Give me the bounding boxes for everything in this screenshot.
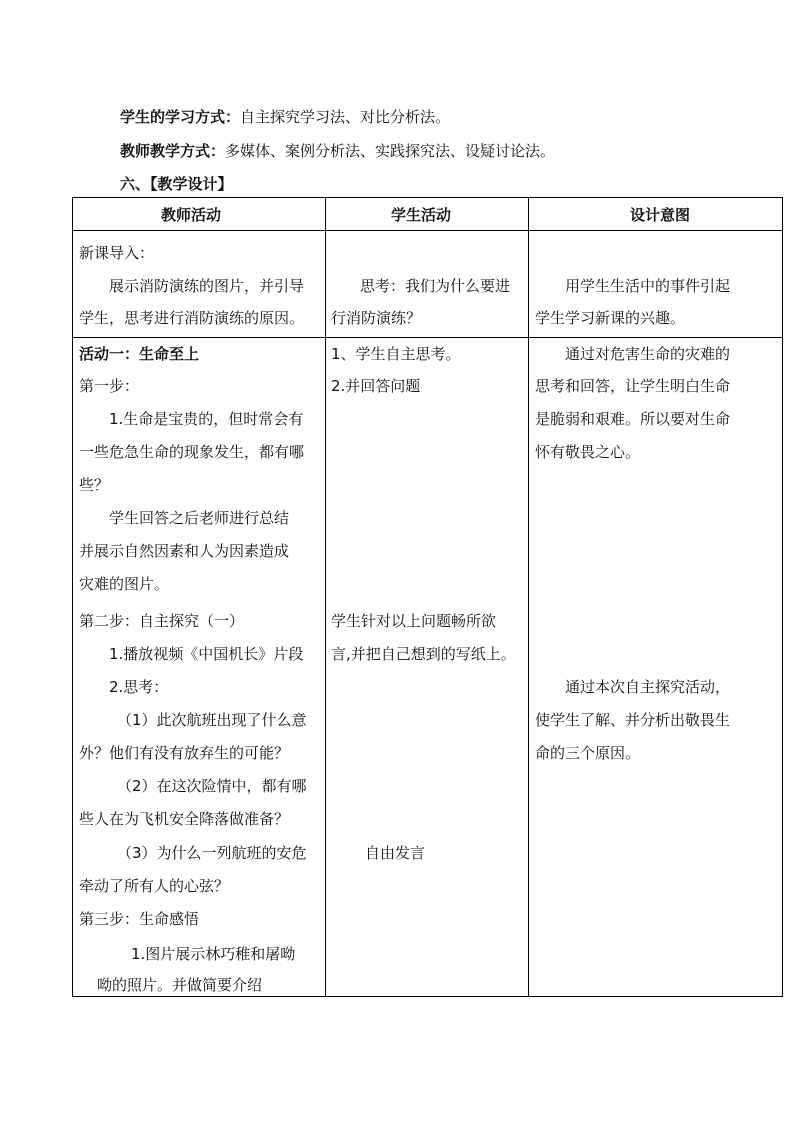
student-text-line: 思考：我们为什么要进 xyxy=(360,277,511,295)
intent-text-line: 怀有敬畏之心。 xyxy=(535,443,641,461)
teacher-text-line: 1.图片展示林巧稚和屠呦 xyxy=(131,945,296,963)
teacher-text-line: 2.思考： xyxy=(109,678,169,696)
teaching-method-label: 教师教学方式： xyxy=(120,142,226,160)
teacher-text-line: 牵动了所有人的心弦？ xyxy=(79,877,230,895)
teaching-method-text: 多媒体、案例分析法、实践探究法、设疑讨论法。 xyxy=(225,142,556,160)
teaching-method-line xyxy=(120,141,555,161)
student-text-line: 言,并把自己想到的写纸上。 xyxy=(331,645,516,663)
student-text-line: 学生针对以上问题畅所欲 xyxy=(331,612,497,630)
teacher-text-line: 灾难的图片。 xyxy=(79,575,170,593)
header-teacher-activity: 教师活动 xyxy=(161,206,222,224)
teacher-text-line: 学生回答之后老师进行总结 xyxy=(109,509,290,527)
row-divider xyxy=(73,337,782,338)
learning-method-line xyxy=(120,107,450,127)
column-divider xyxy=(325,198,326,996)
teacher-text-line: （2）在这次险情中，都有哪 xyxy=(117,777,307,795)
teacher-text-line: 第二步：自主探究（一） xyxy=(79,612,245,630)
intent-text-line: 学生学习新课的兴趣。 xyxy=(535,309,686,327)
teacher-text-line: （3）为什么一列航班的安危 xyxy=(117,844,307,862)
teaching-design-table xyxy=(72,197,783,997)
learning-method-text: 自主探究学习法、对比分析法。 xyxy=(240,108,451,126)
intent-text-line: 思考和回答，让学生明白生命 xyxy=(535,377,731,395)
student-text-line: 2.并回答问题 xyxy=(331,377,421,395)
teacher-text-line: 些人在为飞机安全降落做准备？ xyxy=(79,810,290,828)
student-text-line: 1、学生自主思考。 xyxy=(331,345,461,363)
teacher-text-line: 1.播放视频《中国机长》片段 xyxy=(109,645,304,663)
teacher-text-line: 并展示自然因素和人为因素造成 xyxy=(79,542,290,560)
student-text-line: 自由发言 xyxy=(365,844,426,862)
student-text-line: 行消防演练？ xyxy=(331,309,422,327)
teacher-text-line: 展示消防演练的图片，并引导 xyxy=(109,277,305,295)
intent-text-line: 通过本次自主探究活动， xyxy=(565,678,731,696)
section-heading: 六、【教学设计】 xyxy=(120,175,233,193)
teacher-text-line: 第三步：生命感悟 xyxy=(79,910,200,928)
teacher-text-line: 呦的照片。并做简要介绍 xyxy=(97,976,263,994)
intent-text-line: 使学生了解、并分析出敬畏生 xyxy=(535,711,731,729)
header-student-activity: 学生活动 xyxy=(391,206,452,224)
teacher-text-line: （1）此次航班出现了什么意 xyxy=(117,711,307,729)
row-divider xyxy=(73,230,782,231)
teacher-text-line: 1.生命是宝贵的，但时常会有 xyxy=(109,410,304,428)
header-design-intent: 设计意图 xyxy=(630,206,691,224)
learning-method-label: 学生的学习方式： xyxy=(120,108,241,126)
teacher-text-line: 外？他们有没有放弃生的可能？ xyxy=(79,744,290,762)
column-divider xyxy=(528,198,529,996)
teacher-text-line: 活动一：生命至上 xyxy=(79,345,200,363)
teacher-text-line: 一些危急生命的现象发生，都有哪 xyxy=(79,443,305,461)
intent-text-line: 用学生生活中的事件引起 xyxy=(565,277,731,295)
teacher-text-line: 第一步： xyxy=(79,377,140,395)
intent-text-line: 通过对危害生命的灾难的 xyxy=(565,345,731,363)
intent-text-line: 命的三个原因。 xyxy=(535,744,641,762)
teacher-text-line: 学生，思考进行消防演练的原因。 xyxy=(79,309,305,327)
teacher-text-line: 些？ xyxy=(79,476,110,494)
teacher-text-line: 新课导入： xyxy=(79,244,155,262)
intent-text-line: 是脆弱和艰难。所以要对生命 xyxy=(535,410,731,428)
